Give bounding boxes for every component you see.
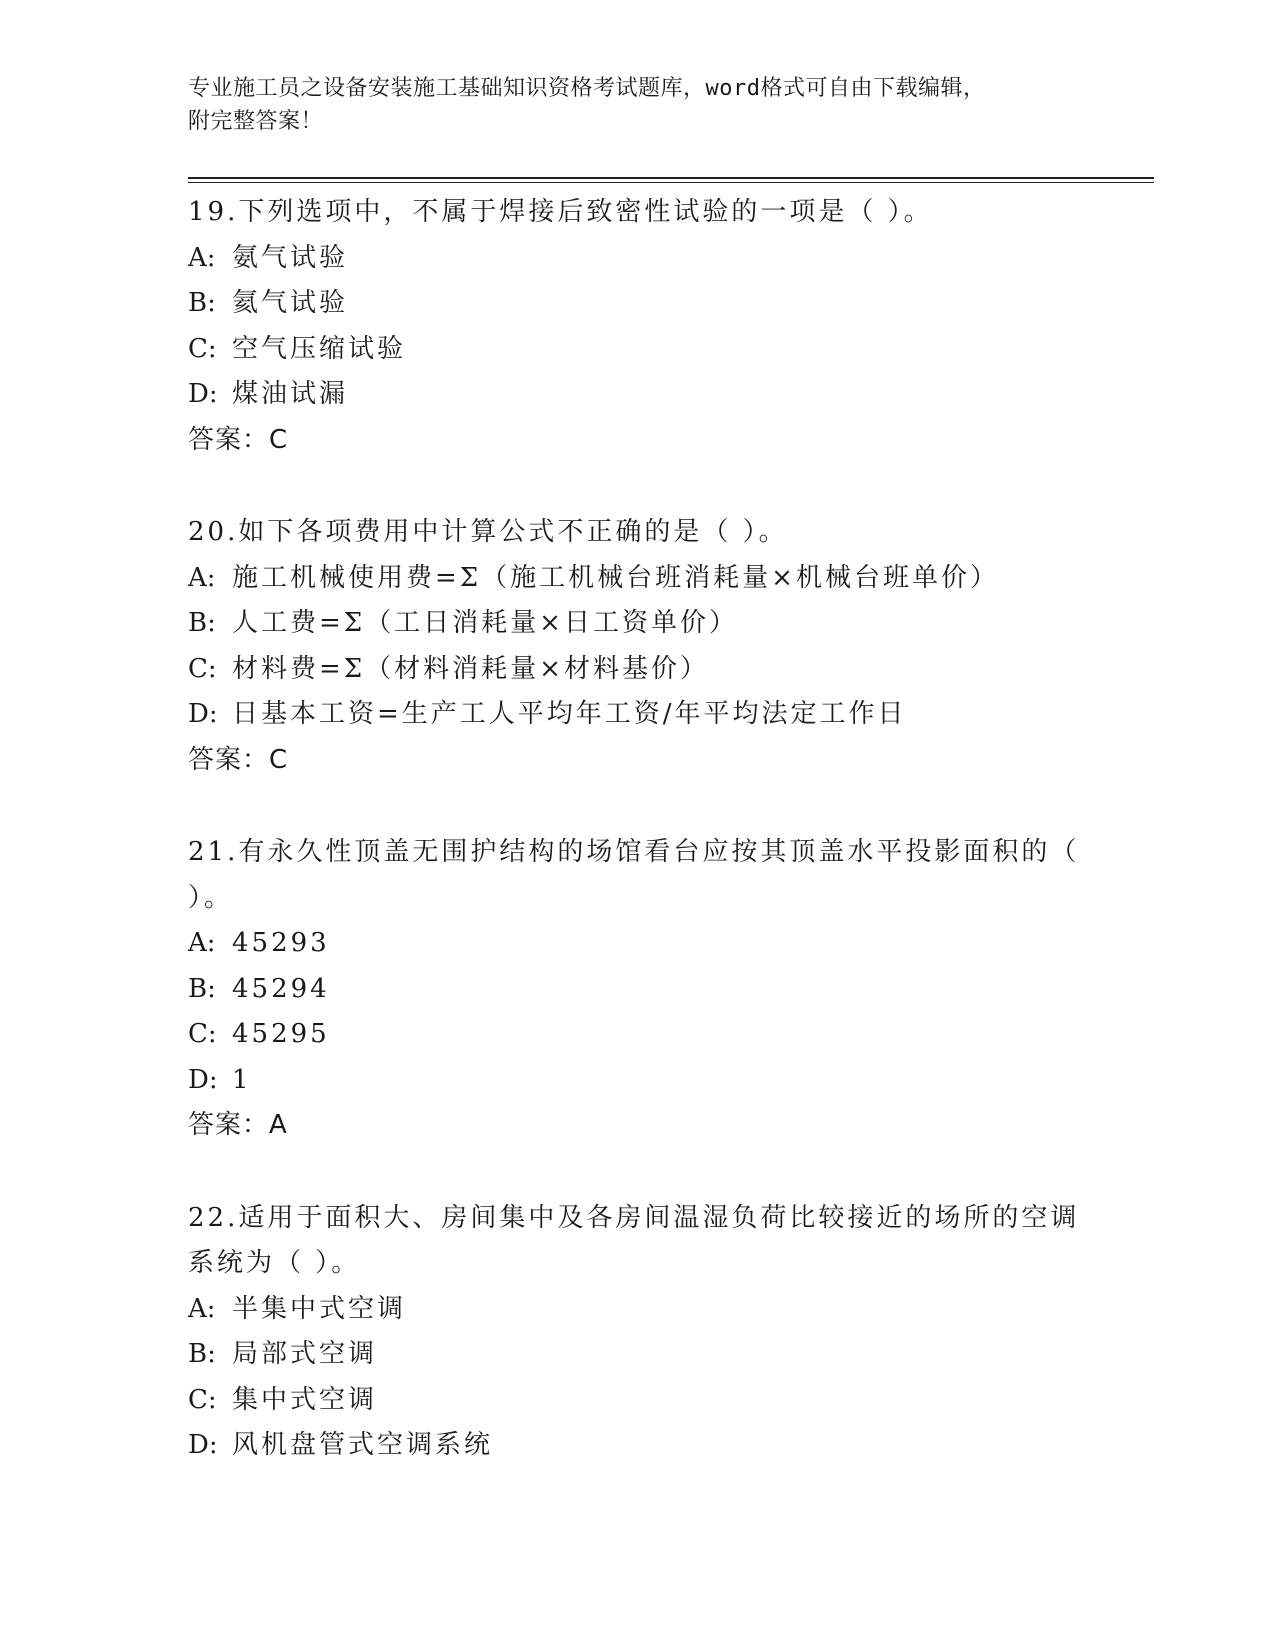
question-list	[188, 190, 1088, 1516]
option-a	[188, 236, 1088, 282]
option-letter: A:	[188, 242, 216, 273]
question-stem	[188, 1196, 1088, 1287]
option-text: 施工机械使用费=Σ（施工机械台班消耗量×机械台班单价）	[232, 562, 999, 593]
option-c	[188, 1012, 1088, 1058]
option-text: 局部式空调	[232, 1339, 378, 1369]
question-stem-line: 20.如下各项费用中计算公式不正确的是（ ）。	[188, 517, 788, 547]
option-letter: A:	[188, 562, 216, 593]
option-letter: C:	[188, 1019, 217, 1049]
option-letter: A:	[188, 928, 216, 958]
option-letter: C:	[188, 653, 217, 684]
option-text: 风机盘管式空调系统	[232, 1430, 494, 1460]
option-text: 日基本工资=生产工人平均年工资/年平均法定工作日	[232, 699, 907, 729]
question-stem-line: ）。	[188, 882, 234, 913]
option-letter: B:	[188, 608, 216, 638]
option-a	[188, 1287, 1088, 1333]
option-letter: B:	[188, 1339, 216, 1369]
option-a	[188, 556, 1088, 602]
option-text: 人工费=Σ（工日消耗量×日工资单价）	[232, 608, 738, 638]
option-letter: B:	[188, 288, 216, 318]
question-stem	[188, 190, 1088, 236]
option-b	[188, 601, 1088, 647]
question-21	[188, 830, 1088, 1149]
option-b	[188, 967, 1088, 1013]
option-text: 45293	[232, 928, 330, 958]
option-text: 集中式空调	[232, 1384, 378, 1415]
question-19	[188, 190, 1088, 463]
option-letter: D:	[188, 1064, 218, 1095]
option-letter: C:	[188, 1384, 217, 1415]
answer-line: 答案：C	[188, 744, 289, 775]
option-text: 氨气试验	[232, 242, 349, 273]
option-letter: A:	[188, 1293, 216, 1324]
option-b	[188, 281, 1088, 327]
option-c	[188, 327, 1088, 373]
option-text: 材料费=Σ（材料消耗量×材料基价）	[232, 653, 709, 684]
option-text: 半集中式空调	[232, 1293, 407, 1324]
question-stem-line: 19.下列选项中，不属于焊接后致密性试验的一项是（ ）。	[188, 197, 933, 227]
option-a	[188, 921, 1088, 967]
option-letter: D:	[188, 699, 218, 729]
option-letter: C:	[188, 333, 217, 364]
header-line-1: 专业施工员之设备安装施工基础知识资格考试题库，word格式可自由下载编辑，	[188, 76, 986, 101]
header-divider-thin	[188, 182, 1154, 183]
option-d	[188, 1423, 1088, 1469]
option-b	[188, 1332, 1088, 1378]
answer-line: 答案：A	[188, 1110, 288, 1140]
option-d	[188, 692, 1088, 738]
option-text: 45294	[232, 973, 330, 1004]
question-stem-line: 系统为（ ）。	[188, 1248, 361, 1278]
option-text: 1	[232, 1064, 252, 1095]
header-divider-thick	[188, 177, 1154, 179]
option-letter: B:	[188, 973, 216, 1004]
option-c	[188, 647, 1088, 693]
question-22	[188, 1196, 1088, 1469]
option-d	[188, 1058, 1088, 1104]
option-c	[188, 1378, 1088, 1424]
option-text: 煤油试漏	[232, 379, 349, 409]
document-header	[188, 72, 1068, 138]
option-text: 45295	[232, 1019, 330, 1049]
option-letter: D:	[188, 1430, 218, 1460]
question-20	[188, 510, 1088, 783]
header-line-2: 附完整答案！	[188, 109, 324, 134]
question-stem	[188, 510, 1088, 556]
option-letter: D:	[188, 379, 218, 409]
answer-line: 答案：C	[188, 424, 289, 455]
question-stem-line: 21.有永久性顶盖无围护结构的场馆看台应按其顶盖水平投影面积的（	[188, 837, 1080, 867]
question-stem	[188, 830, 1088, 921]
question-stem-line: 22.适用于面积大、房间集中及各房间温湿负荷比较接近的场所的空调	[188, 1202, 1080, 1233]
option-d	[188, 372, 1088, 418]
option-text: 空气压缩试验	[232, 333, 407, 364]
option-text: 氦气试验	[232, 288, 349, 318]
